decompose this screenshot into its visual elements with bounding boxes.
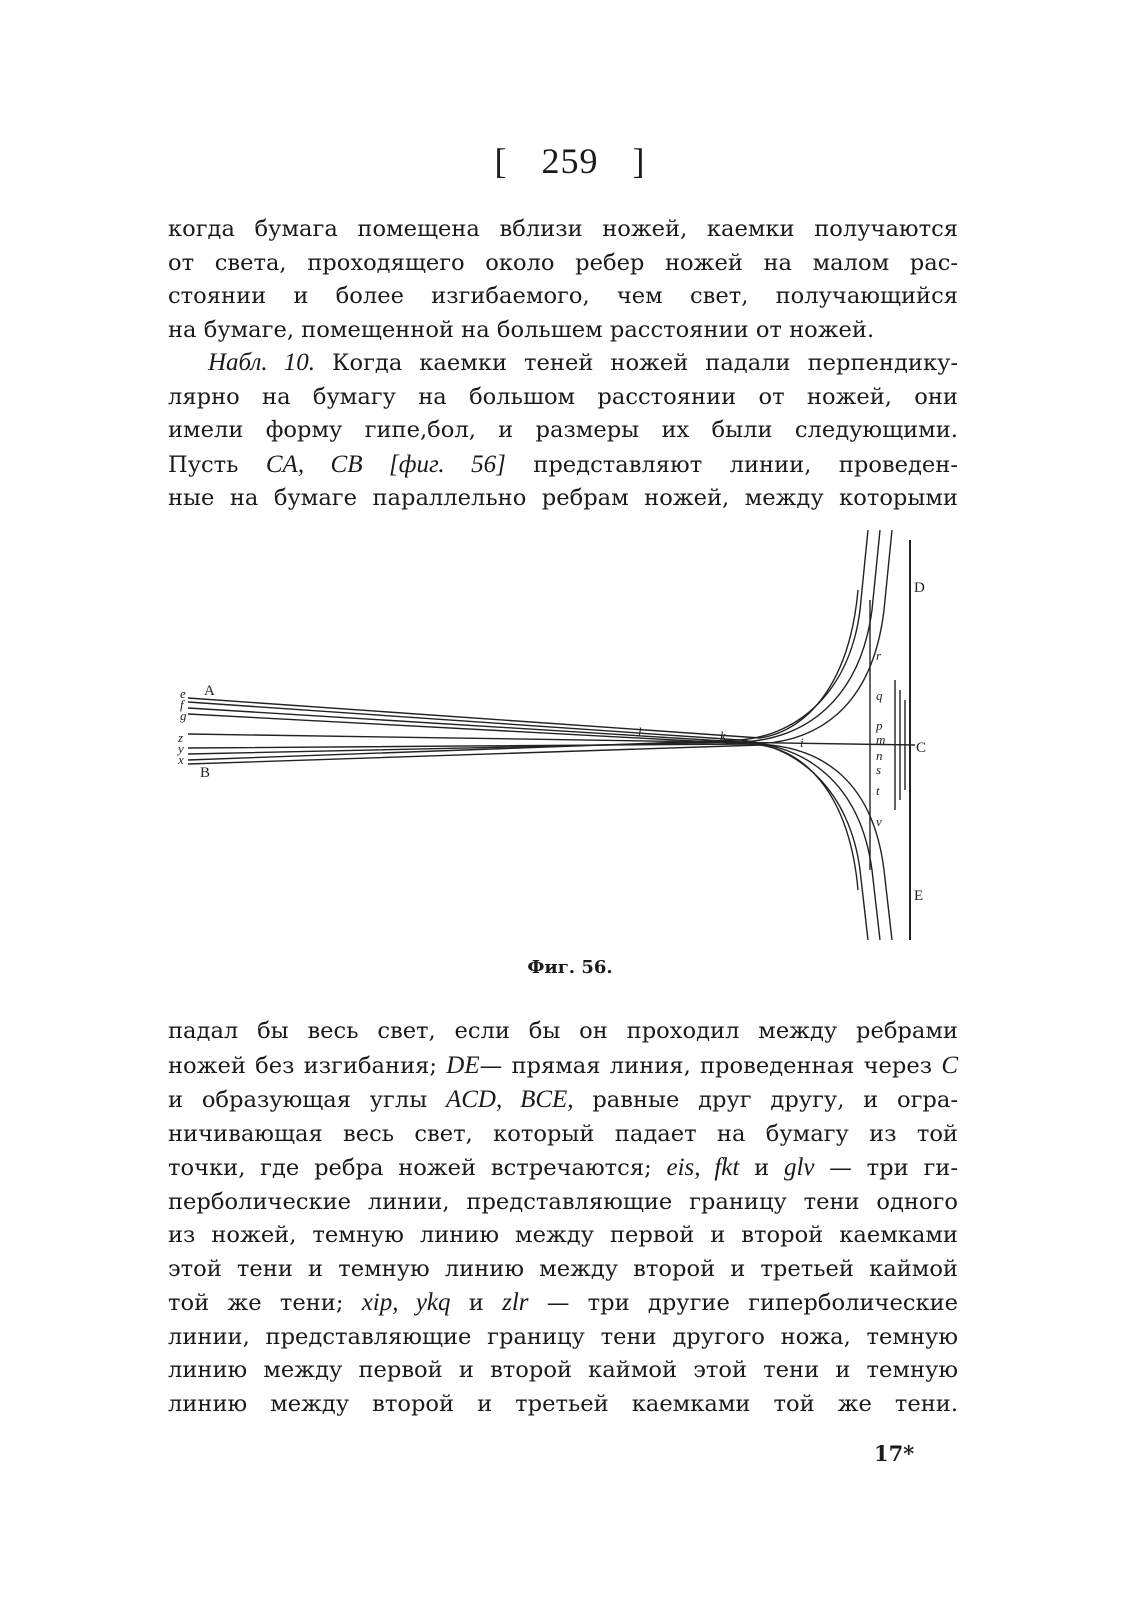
label-g: g: [180, 708, 187, 723]
label-y: y: [178, 741, 184, 756]
text-line: лярно на бумагу на большом расстоянии от ножей, они: [168, 383, 958, 410]
bracket-open: [: [494, 141, 508, 181]
bracket-close: ]: [632, 141, 646, 181]
axis-line-c: [188, 734, 915, 745]
text-line: линии, представляющие границу тени другого ножа, темную: [168, 1323, 958, 1350]
hyperbola-line-x: [188, 740, 868, 940]
text-line: [168, 448, 958, 483]
text-span: представляют линии, проведен-: [533, 451, 958, 478]
italic-ref: eis, fkt: [666, 1154, 740, 1181]
text-line: [168, 346, 958, 381]
italic-ref: DE: [446, 1051, 480, 1079]
text-line: [168, 1049, 958, 1084]
text-line: на бумаге, помещенной на большем расстоянии от ножей.: [168, 316, 875, 343]
label-z: z: [178, 730, 184, 745]
text-line: стоянии и более изгибаемого, чем свет, получающийся: [168, 283, 958, 309]
label-k: k: [720, 728, 726, 743]
text-span: — три другие гиперболические: [546, 1290, 959, 1316]
label-B: B: [200, 765, 211, 781]
observation-label: Набл. 10.: [208, 349, 315, 376]
label-A: A: [204, 683, 215, 699]
shadow-edge-upper: [188, 590, 858, 738]
figure-56-diagram: [160, 530, 940, 950]
label-v: v: [876, 814, 882, 829]
text-line: из ножей, темную линию между первой и второй каемками: [168, 1222, 958, 1248]
text-line: перболические линии, представляющие границу тени одного: [168, 1188, 958, 1215]
text-span: точки, где ребра ножей встречаются;: [168, 1155, 652, 1181]
figure-caption: Фиг. 56.: [527, 957, 613, 978]
paragraph-1: [168, 213, 958, 347]
text-line: линию между первой и второй каймой этой тени и темную: [168, 1357, 958, 1383]
text-line: падал бы весь свет, если бы он проходил между ребрами: [168, 1018, 958, 1044]
italic-ref: xip, ykq: [361, 1289, 451, 1316]
hyperbola-line-y: [188, 742, 880, 940]
hyperbola-line-z: [188, 744, 892, 940]
text-span: и образующая углы: [168, 1087, 428, 1113]
label-e: e: [180, 686, 186, 701]
text-span: той же тени;: [168, 1290, 344, 1316]
text-line: ные на бумаге параллельно ребрам ножей, между которыми: [168, 485, 958, 511]
label-q: q: [876, 688, 883, 703]
text-line: [168, 1083, 958, 1118]
text-span: — три ги-: [829, 1155, 958, 1181]
label-E: E: [914, 888, 924, 904]
label-s: s: [876, 762, 882, 777]
text-span: и: [468, 1290, 484, 1316]
label-x: x: [178, 752, 184, 767]
label-n: n: [876, 748, 883, 763]
shadow-edge-lower: [188, 745, 858, 890]
paragraph-2: [168, 346, 958, 516]
page-number-value: 259: [541, 141, 599, 181]
text-line: линию между второй и третьей каемками той же тени.: [168, 1390, 958, 1417]
label-f: f: [180, 697, 184, 712]
text-span: и: [754, 1155, 770, 1181]
italic-ref: glv: [783, 1154, 815, 1181]
text-span: — прямая линия, проведенная через: [479, 1052, 933, 1079]
italic-ref: CA, CB [фиг. 56]: [265, 450, 506, 478]
italic-ref: zlr: [502, 1289, 529, 1316]
label-D: D: [914, 580, 925, 596]
label-l: l: [638, 724, 642, 739]
text-line: имели форму гипе,бол, и размеры их были следующими.: [168, 417, 958, 443]
label-m: m: [876, 732, 886, 747]
label-p: p: [876, 718, 883, 733]
text-span: ножей без изгибания;: [168, 1052, 438, 1079]
paragraph-3: [168, 1015, 958, 1421]
italic-ref: ACD, BCE,: [445, 1086, 574, 1113]
italic-ref: C: [941, 1051, 959, 1079]
text-line: [168, 1286, 958, 1321]
text-line: [168, 1151, 958, 1186]
label-i: i: [800, 735, 804, 750]
text-line: когда бумага помещена вблизи ножей, каемки получаются: [168, 216, 958, 242]
label-r: r: [876, 648, 882, 663]
text-span: Пусть: [168, 451, 239, 478]
label-C: C: [916, 740, 927, 756]
hyperbola-line-e: [188, 530, 868, 740]
text-span: Когда каемки теней ножей падали перпендику-: [332, 350, 958, 376]
page-number: [0, 140, 1140, 182]
text-line: от света, проходящего около ребер ножей на малом рас-: [168, 249, 958, 276]
text-line: этой тени и темную линию между второй и третьей каймой: [168, 1255, 958, 1282]
hyperbola-line-f: [188, 530, 880, 742]
text-span: равные друг другу, и огра-: [592, 1087, 958, 1113]
hyperbola-line-g: [188, 530, 892, 744]
label-t: t: [876, 783, 880, 798]
text-line: ничивающая весь свет, который падает на бумагу из той: [168, 1120, 958, 1147]
signature-mark: 17*: [874, 1441, 915, 1466]
